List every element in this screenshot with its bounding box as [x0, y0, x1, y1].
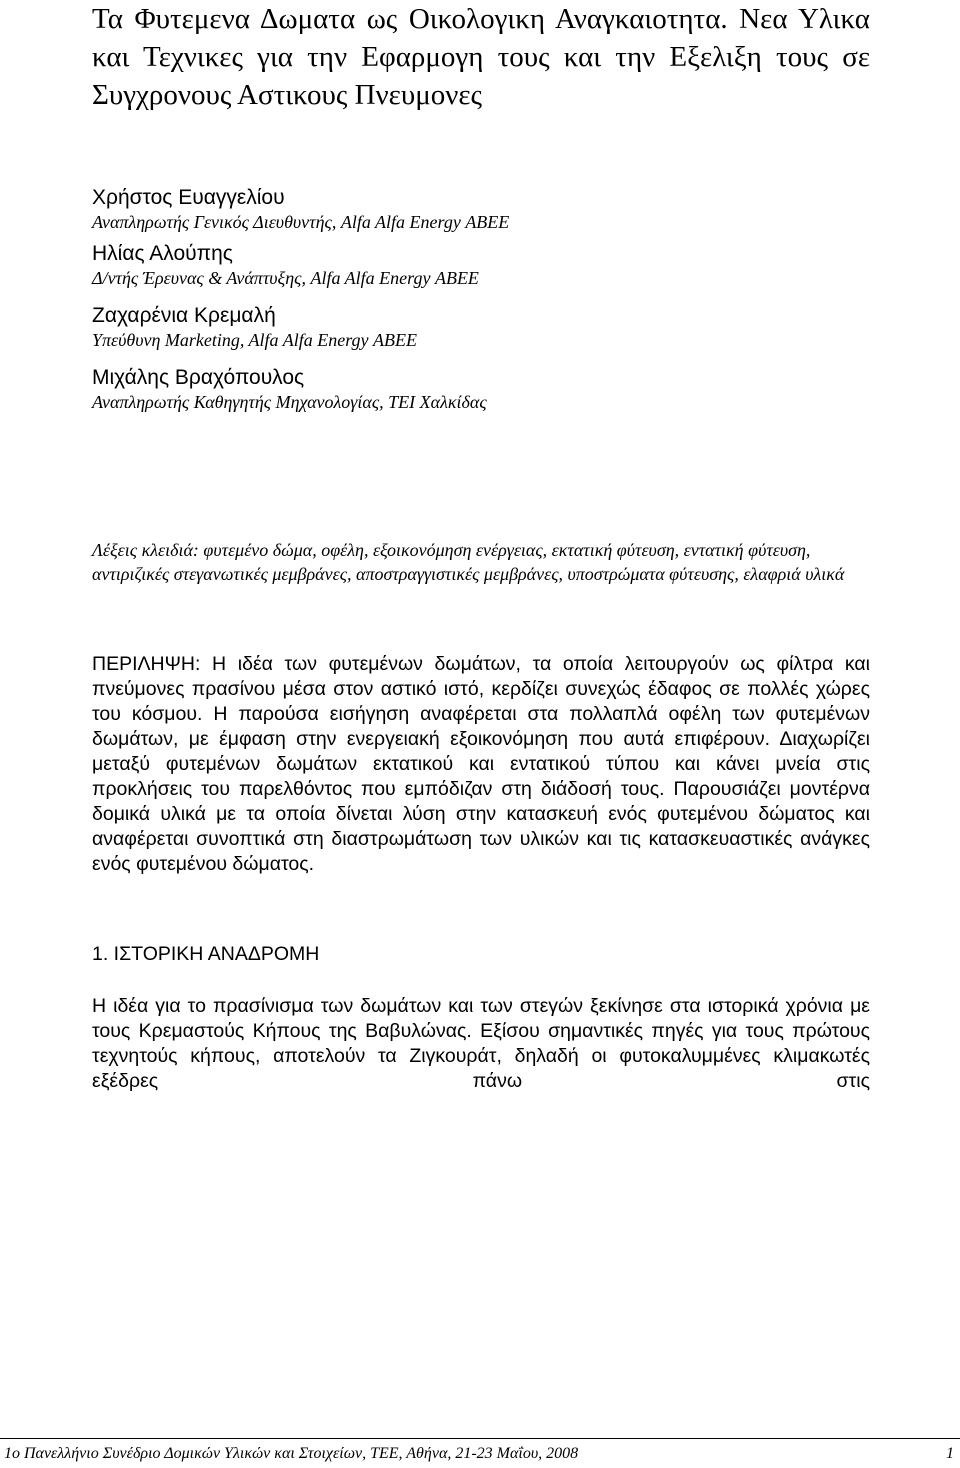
- footer-conference: 1ο Πανελλήνιο Συνέδριο Δομικών Υλικών και Στοιχείων, ΤΕΕ, Αθήνα, 21-23 Μαΐου, 2008: [4, 1445, 579, 1462]
- author-affiliation: Υπεύθυνη Marketing, Alfa Alfa Energy ΑΒΕΕ: [92, 330, 418, 350]
- author-entry: [92, 303, 870, 351]
- author-affiliation: Αναπληρωτής Γενικός Διευθυντής, Alfa Alfa Energy ΑΒΕΕ: [92, 212, 510, 232]
- page-number: 1: [946, 1445, 954, 1462]
- author-list: [92, 185, 870, 413]
- author-name: Ηλίας Αλούπης: [92, 242, 233, 265]
- author-entry: [92, 241, 870, 289]
- abstract: ΠΕΡΙΛΗΨΗ: Η ιδέα των φυτεμένων δωμάτων, τα οποία λειτουργούν ως φίλτρα και πνεύμονες πρασίνου μέσα στον αστικό ιστό, κερδίζει συνεχώς έδαφος σε πολλές χώρες του κόσμου. Η παρούσα εισήγηση αναφέρεται στα πολλαπλά οφέλη των φυτεμένων δωμάτων, με έμφαση στην ενεργειακή εξοικονόμηση που αυτά επιφέρουν. Διαχωρίζει μεταξύ φυτεμένων δωμάτων εκτατικού και εντατικού τύπου και κάνει μνεία στις προκλήσεις του παρελθόντος που εμπόδιζαν στη διάδοσή τους. Παρουσιάζει μοντέρνα δομικά υλικά με τα οποία δίνεται λύση στην κατασκευή ενός φυτεμένου δώματος και αναφέρεται συνοπτικά στη διαστρωμάτωση των υλικών και τις κατασκευαστικές ανάγκες ενός φυτεμένου δώματος.: [92, 653, 870, 875]
- author-entry: [92, 365, 870, 413]
- author-affiliation: Δ/ντής Έρευνας & Ανάπτυξης, Alfa Alfa Energy ΑΒΕΕ: [92, 268, 479, 288]
- section-body-text: Η ιδέα για το πρασίνισμα των δωμάτων και των στεγών ξεκίνησε στα ιστορικά χρόνια με τους Κρεμαστούς Κήπους της Βαβυλώνας. Εξίσου σημαντικές πηγές για τους πρώτους τεχνητούς κήπους, αποτελούν τα Ζιγκουράτ, δηλαδή οι φυτοκαλυμμένες κλιμακωτές εξέδρες πάνω στις: [92, 995, 870, 1092]
- author-name: Ζαχαρένια Κρεμαλή: [92, 304, 276, 327]
- keywords: Λέξεις κλειδιά: φυτεμένο δώμα, οφέλη, εξοικονόμηση ενέργειας, εκτατική φύτευση, εντατική φύτευση, αντιριζικές στεγανωτικές μεμβράνες, αποστραγγιστικές μεμβράνες, υποστρώματα φύτευσης, ελαφριά υλικά: [92, 540, 845, 584]
- author-name: Χρήστος Ευαγγελίου: [92, 186, 285, 209]
- section-heading: 1. ΙΣΤΟΡΙΚΗ ΑΝΑΔΡΟΜΗ: [92, 943, 320, 965]
- author-entry: [92, 185, 870, 233]
- author-name: Μιχάλης Βραχόπουλος: [92, 366, 305, 389]
- paper-title: Τα Φυτεμενα Δωματα ως Οικολογικη Αναγκαιοτητα. Νεα Υλικα και Τεχνικες για την Εφαρμογη τους και την Εξελιξη τους σε Συγχρονους Αστικους Πνευμονες: [92, 3, 870, 111]
- author-affiliation: Αναπληρωτής Καθηγητής Μηχανολογίας, ΤΕΙ Χαλκίδας: [92, 392, 487, 412]
- footer-divider: [0, 1438, 960, 1439]
